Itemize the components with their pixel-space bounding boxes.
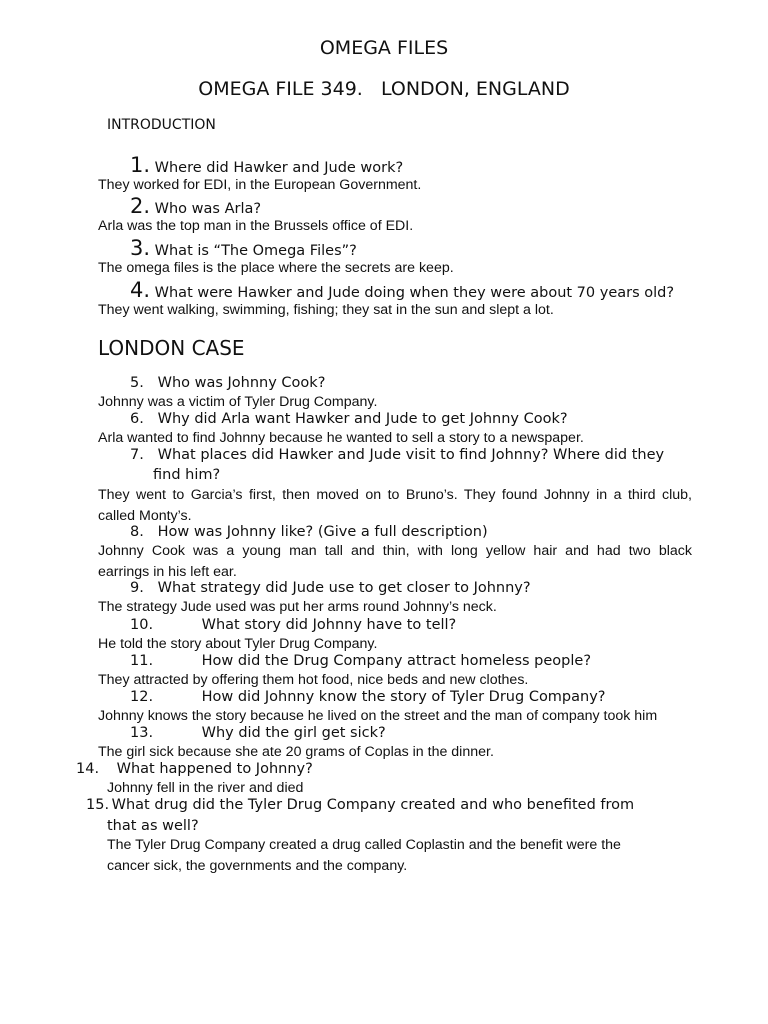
question-text: What story did Johnny have to tell? bbox=[201, 617, 457, 633]
question-3 bbox=[130, 236, 357, 260]
question-8 bbox=[130, 524, 488, 540]
document-subtitle: OMEGA FILE 349. LONDON, ENGLAND bbox=[198, 78, 570, 100]
question-text: How was Johnny like? (Give a full description) bbox=[157, 524, 488, 540]
question-text: Who was Johnny Cook? bbox=[157, 375, 326, 391]
answer-11: They attracted by offering them hot food, nice beds and new clothes. bbox=[98, 672, 529, 688]
question-number: 9. bbox=[130, 580, 144, 596]
answer-7-continued: called Monty’s. bbox=[98, 508, 192, 524]
question-7-continued: find him? bbox=[153, 467, 221, 483]
answer-9: The strategy Jude used was put her arms round Johnny’s neck. bbox=[98, 599, 497, 615]
answer-8: Johnny Cook was a young man tall and thin, with long yellow hair and had two black bbox=[98, 543, 692, 559]
question-number: 8. bbox=[130, 524, 144, 540]
question-number: 6. bbox=[130, 411, 144, 427]
question-number: 15. bbox=[86, 797, 110, 813]
question-text: How did Johnny know the story of Tyler Drug Company? bbox=[201, 689, 606, 705]
question-number: 1. bbox=[130, 153, 151, 177]
question-number: 5. bbox=[130, 375, 144, 391]
question-6 bbox=[130, 411, 568, 427]
introduction-heading: INTRODUCTION bbox=[107, 117, 216, 133]
answer-5: Johnny was a victim of Tyler Drug Company. bbox=[98, 394, 378, 410]
question-text: What places did Hawker and Jude visit to find Johnny? Where did they bbox=[157, 447, 665, 463]
question-15 bbox=[86, 797, 634, 813]
answer-6: Arla wanted to find Johnny because he wanted to sell a story to a newspaper. bbox=[98, 430, 584, 446]
question-12 bbox=[130, 689, 606, 705]
answer-15-continued: cancer sick, the governments and the company. bbox=[107, 858, 408, 874]
question-number: 3. bbox=[130, 236, 151, 260]
answer-1: They worked for EDI, in the European Government. bbox=[98, 177, 422, 193]
question-text: Who was Arla? bbox=[154, 201, 262, 217]
question-10 bbox=[130, 617, 456, 633]
question-13 bbox=[130, 725, 386, 741]
question-text: What strategy did Jude use to get closer to Johnny? bbox=[157, 580, 531, 596]
answer-3: The omega files is the place where the secrets are keep. bbox=[98, 260, 454, 276]
question-text: Why did the girl get sick? bbox=[201, 725, 386, 741]
answer-7: They went to Garcia’s first, then moved on to Bruno’s. They found Johnny in a third club, bbox=[98, 487, 692, 503]
question-9 bbox=[130, 580, 531, 596]
answer-10: He told the story about Tyler Drug Company. bbox=[98, 636, 378, 652]
answer-15: The Tyler Drug Company created a drug called Coplastin and the benefit were the bbox=[107, 837, 621, 853]
question-number: 2. bbox=[130, 194, 151, 218]
answer-13: The girl sick because she ate 20 grams of Coplas in the dinner. bbox=[98, 744, 494, 760]
london-case-heading: LONDON CASE bbox=[98, 336, 245, 360]
question-text: How did the Drug Company attract homeless people? bbox=[201, 653, 592, 669]
question-number: 7. bbox=[130, 447, 144, 463]
question-1 bbox=[130, 153, 403, 177]
document-title: OMEGA FILES bbox=[319, 37, 449, 59]
question-number: 11. bbox=[130, 653, 154, 669]
question-11 bbox=[130, 653, 591, 669]
question-14 bbox=[76, 761, 313, 777]
question-number: 10. bbox=[130, 617, 154, 633]
question-text: What drug did the Tyler Drug Company created and who benefited from bbox=[111, 797, 635, 813]
question-text: What were Hawker and Jude doing when they were about 70 years old? bbox=[154, 285, 675, 301]
question-4 bbox=[130, 278, 674, 302]
question-number: 12. bbox=[130, 689, 154, 705]
answer-8-continued: earrings in his left ear. bbox=[98, 564, 237, 580]
answer-2: Arla was the top man in the Brussels office of EDI. bbox=[98, 218, 414, 234]
question-text: Where did Hawker and Jude work? bbox=[154, 160, 404, 176]
question-7 bbox=[130, 447, 664, 463]
question-text: What is “The Omega Files”? bbox=[154, 243, 357, 259]
answer-12: Johnny knows the story because he lived on the street and the man of company took him bbox=[98, 708, 658, 724]
question-15-continued: that as well? bbox=[107, 818, 199, 834]
question-5 bbox=[130, 375, 325, 391]
answer-14: Johnny fell in the river and died bbox=[107, 780, 304, 796]
question-text: Why did Arla want Hawker and Jude to get Johnny Cook? bbox=[157, 411, 568, 427]
question-2 bbox=[130, 194, 261, 218]
question-text: What happened to Johnny? bbox=[116, 761, 313, 777]
answer-4: They went walking, swimming, fishing; they sat in the sun and slept a lot. bbox=[98, 302, 554, 318]
question-number: 4. bbox=[130, 278, 151, 302]
question-number: 13. bbox=[130, 725, 154, 741]
question-number: 14. bbox=[76, 761, 100, 777]
